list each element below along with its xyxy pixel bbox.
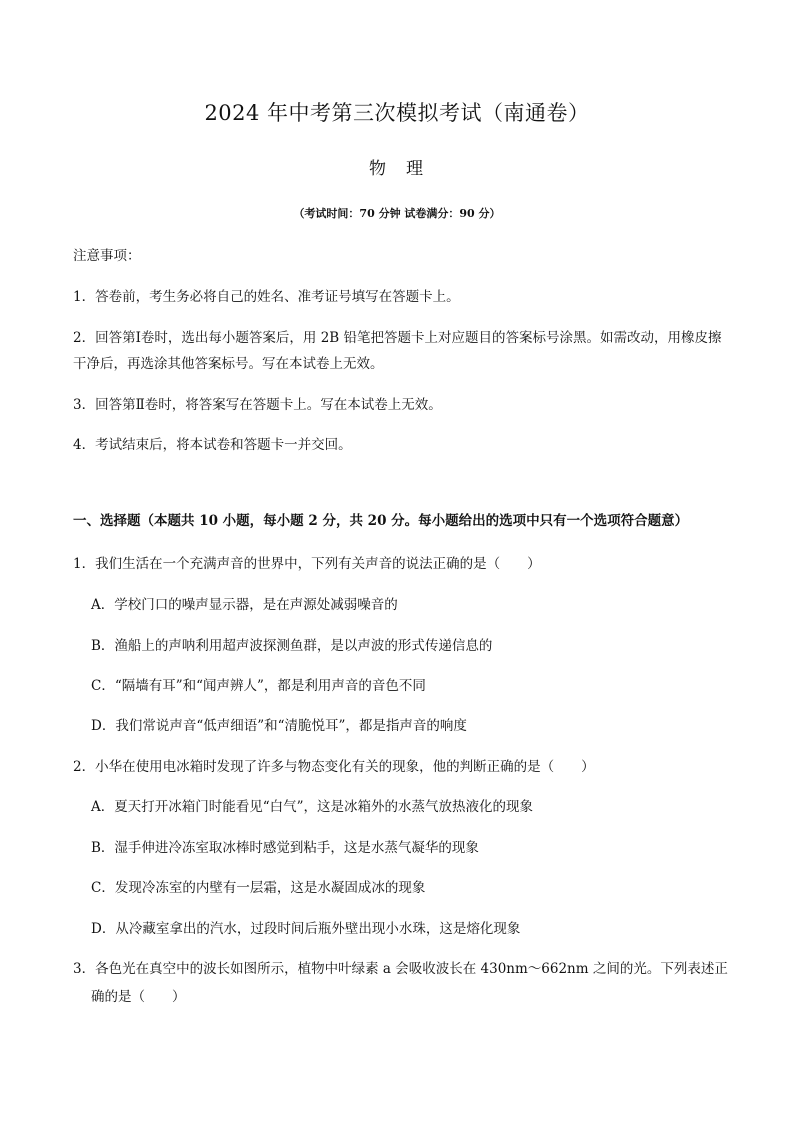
- question-2-option-d: D．从冷藏室拿出的汽水，过段时间后瓶外壁出现小水珠，这是熔化现象: [91, 921, 521, 937]
- question-2-stem: 2．小华在使用电冰箱时发现了许多与物态变化有关的现象，他的判断正确的是（ ）: [73, 759, 595, 775]
- question-3-stem-continued: 确的是（ ）: [91, 989, 186, 1005]
- question-1-option-b: B．渔船上的声呐利用超声波探测鱼群，是以声波的形式传递信息的: [91, 638, 493, 654]
- question-2-option-c: C．发现冷冻室的内壁有一层霜，这是水凝固成冰的现象: [91, 880, 426, 896]
- page-title: 2024 年中考第三次模拟考试（南通卷）: [204, 101, 590, 125]
- notice-item-1: 1．答卷前，考生务必将自己的姓名、准考证号填写在答题卡上。: [73, 289, 460, 305]
- exam-meta: （考试时间：70 分钟 试卷满分：90 分）: [293, 207, 501, 220]
- question-1-stem: 1．我们生活在一个充满声音的世界中，下列有关声音的说法正确的是（ ）: [73, 556, 541, 572]
- subject-title: 物理: [369, 159, 443, 179]
- section-title: 一、选择题（本题共 10 小题，每小题 2 分，共 20 分。每小题给出的选项中只有一个选项符合题意）: [73, 513, 689, 529]
- notice-item-2: 2．回答第Ⅰ卷时，选出每小题答案后，用 2B 铅笔把答题卡上对应题目的答案标号涂黑。如需改动，用橡皮擦干净后，再选涂其他答案标号。写在本试卷上无效。: [73, 330, 722, 372]
- notice-heading: 注意事项：: [73, 248, 141, 264]
- notice-item-4: 4．考试结束后，将本试卷和答题卡一并交回。: [73, 437, 352, 453]
- notice-item-3: 3．回答第Ⅱ卷时，将答案写在答题卡上。写在本试卷上无效。: [73, 397, 442, 413]
- question-1-option-a: A．学校门口的噪声显示器，是在声源处减弱噪音的: [91, 597, 398, 613]
- question-3-stem: 3．各色光在真空中的波长如图所示，植物中叶绿素 a 会吸收波长在 430nm～662nm 之间的光。下列表述正: [73, 961, 728, 977]
- question-1-option-d: D．我们常说声音“低声细语”和“清脆悦耳”，都是指声音的响度: [91, 718, 467, 734]
- question-2-option-a: A．夏天打开冰箱门时能看见“白气”，这是冰箱外的水蒸气放热液化的现象: [91, 799, 534, 815]
- question-1-option-c: C．“隔墙有耳”和“闻声辨人”，都是利用声音的音色不同: [91, 678, 426, 694]
- question-2-option-b: B．湿手伸进冷冻室取冰棒时感觉到粘手，这是水蒸气凝华的现象: [91, 840, 479, 856]
